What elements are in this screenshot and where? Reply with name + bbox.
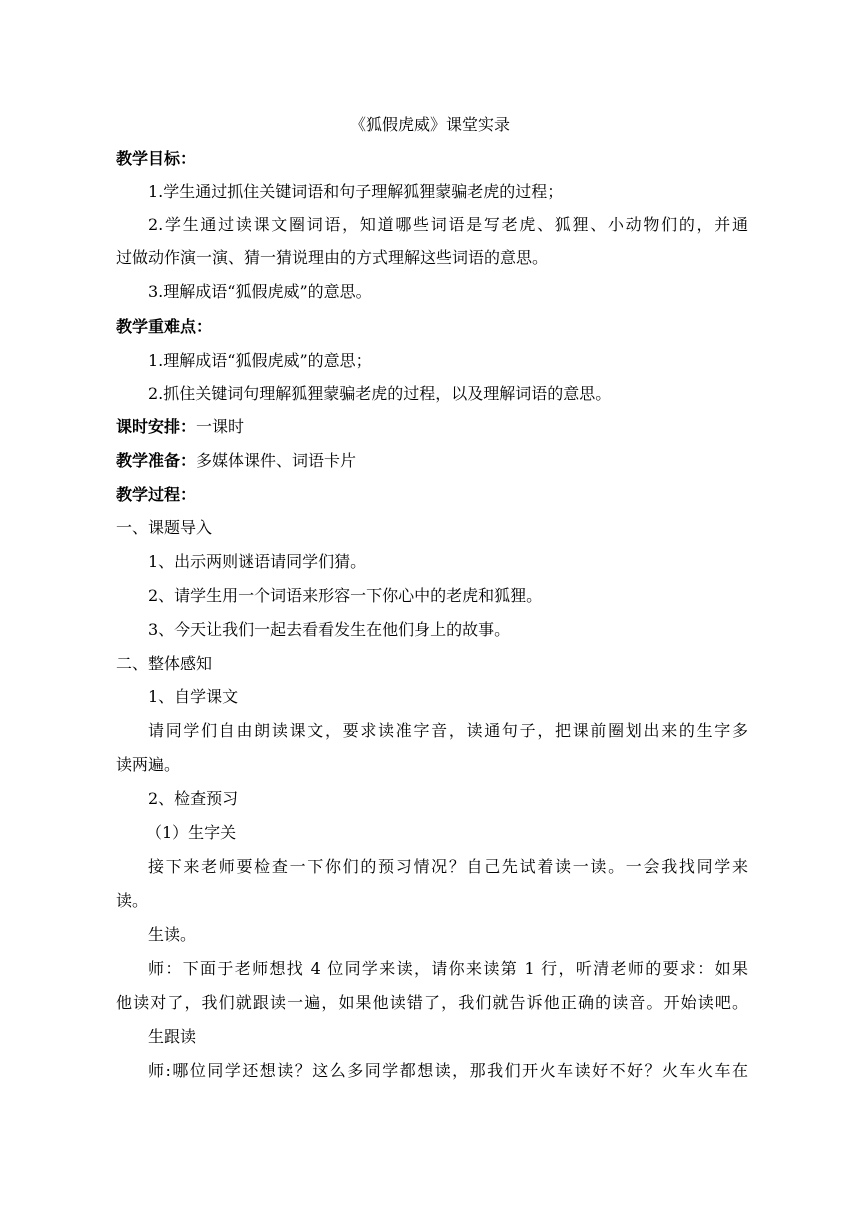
objective-2-line-1: 2.学生通过读课文圈词语，知道哪些词语是写老虎、狐狸、小动物们的，并通 (148, 215, 748, 234)
preparation-row (116, 450, 748, 472)
schedule-row (116, 416, 748, 438)
section-2-para-5: 生跟读 (148, 1027, 197, 1046)
schedule-heading: 课时安排： (116, 417, 197, 436)
objective-3: 3.理解成语“狐假虎威”的意思。 (148, 282, 372, 301)
section-1-item-1: 1、出示两则谜语请同学们猜。 (148, 552, 367, 571)
section-2-para-2-line-1: 接下来老师要检查一下你们的预习情况？自己先试着读一读。一会我找同学来 (148, 857, 748, 876)
document-title: 《狐假虎威》课堂实录 (349, 115, 510, 134)
key-point-1: 1.理解成语“狐假虎威”的意思； (148, 351, 372, 370)
objective-2-line-2: 过做动作演一演、猜一猜说理由的方式理解这些词语的意思。 (116, 248, 549, 267)
section-2-para-4-line-2: 他读对了，我们就跟读一遍，如果他读错了，我们就告诉他正确的读音。开始读吧。 (116, 993, 748, 1012)
objective-1: 1.学生通过抓住关键词语和句子理解狐狸蒙骗老虎的过程； (148, 182, 564, 201)
preparation-heading: 教学准备： (116, 451, 197, 470)
process-heading: 教学过程： (116, 485, 197, 504)
preparation-value: 多媒体课件、词语卡片 (196, 451, 357, 470)
section-2-para-2-line-2: 读。 (116, 891, 149, 910)
section-2-para-3: 生读。 (148, 925, 197, 944)
section-1-item-3: 3、今天让我们一起去看看发生在他们身上的故事。 (148, 620, 511, 639)
section-1-item-2: 2、请学生用一个词语来形容一下你心中的老虎和狐狸。 (148, 586, 543, 605)
section-2-heading: 二、整体感知 (116, 654, 213, 673)
key-point-2: 2.抓住关键词句理解狐狸蒙骗老虎的过程，以及理解词语的意思。 (148, 384, 612, 403)
section-2-para-1-line-2: 读两遍。 (116, 755, 181, 774)
section-2-para-1-line-1: 请同学们自由朗读课文，要求读准字音，读通句子，把课前圈划出来的生字多 (148, 721, 748, 740)
objectives-heading: 教学目标： (116, 149, 197, 168)
section-2-para-6-line-1: 师:哪位同学还想读？这么多同学都想读，那我们开火车读好不好？火车火车在 (148, 1061, 748, 1080)
section-2-sub-2-1: （1）生字关 (146, 823, 237, 842)
section-1-heading: 一、课题导入 (116, 518, 213, 537)
section-2-sub-2: 2、检查预习 (148, 789, 239, 808)
section-2-para-4-line-1: 师：下面于老师想找 4 位同学来读，请你来读第 1 行，听清老师的要求：如果 (148, 959, 748, 978)
key-points-heading: 教学重难点： (116, 317, 213, 336)
schedule-value: 一课时 (196, 417, 245, 436)
section-2-sub-1: 1、自学课文 (148, 687, 239, 706)
